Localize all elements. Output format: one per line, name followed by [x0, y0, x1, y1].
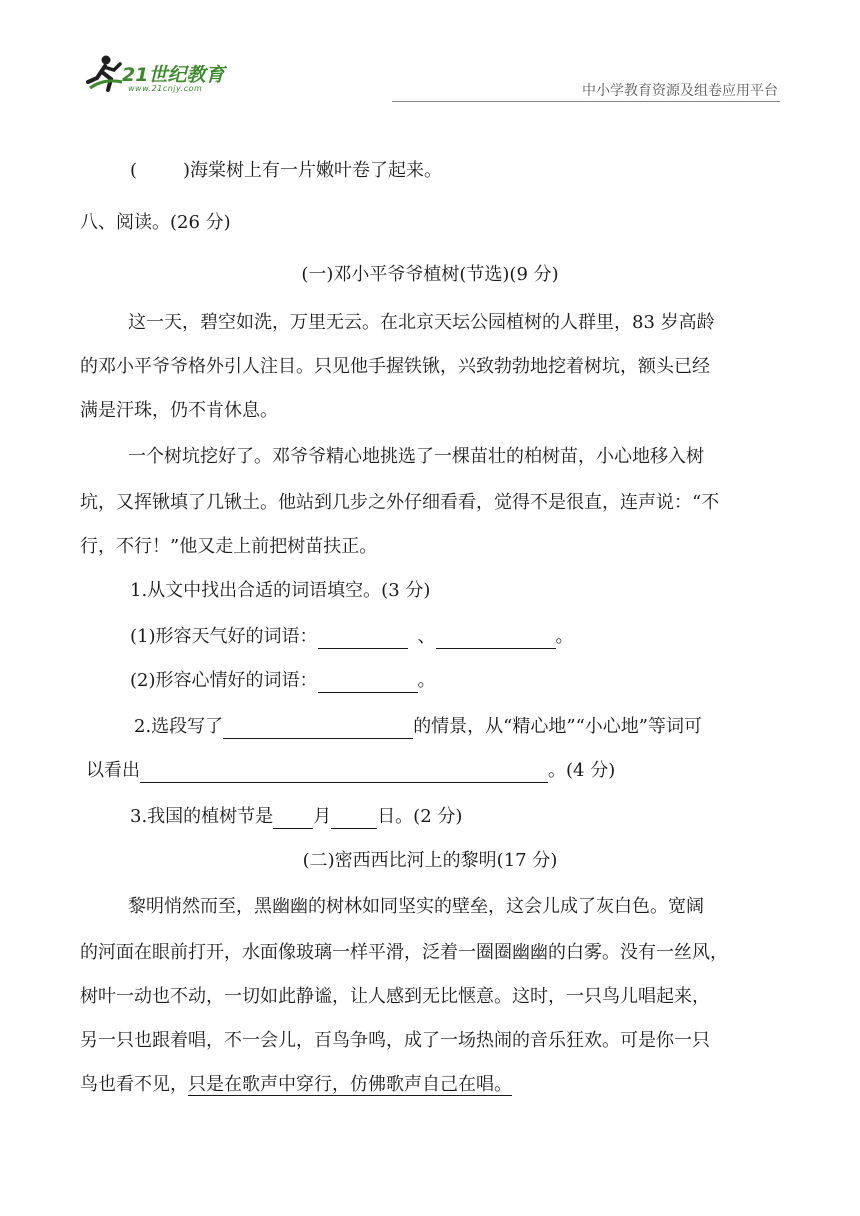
- question-text: 2.选段写了: [134, 716, 224, 737]
- paragraph-line: [80, 1073, 512, 1097]
- question-label: (2)形容心情好的词语：: [130, 670, 318, 691]
- underlined-sentence: 只是在歌声中穿行，仿佛歌声自己在唱。: [188, 1074, 512, 1095]
- question-text: 以看出: [86, 760, 140, 781]
- paragraph-line: 黎明悄然而至，黑幽幽的树林如同坚实的壁垒，这会儿成了灰白色。宽阔: [128, 896, 704, 917]
- question-2-line1: [134, 715, 702, 739]
- question-1: 1.从文中找出合适的词语填空。(3 分): [130, 580, 431, 601]
- paragraph-line: 坑，又挥锹填了几锹土。他站到几步之外仔细看看，觉得不是很直，连声说：“不: [80, 492, 720, 513]
- day-blank[interactable]: [331, 808, 377, 829]
- paragraph-line: 一个树坑挖好了。邓爷爷精心地挑选了一棵苗壮的柏树苗，小心地移入树: [128, 446, 704, 467]
- logo-url: www.21cnjy.com: [128, 84, 203, 93]
- page-header: [0, 0, 860, 110]
- runner-logo-icon: [84, 52, 124, 94]
- question-text: 月: [313, 806, 332, 827]
- section-heading: 八、阅读。(26 分): [80, 212, 231, 233]
- answer-blank[interactable]: [223, 718, 413, 739]
- question-text: 日。(2 分): [377, 806, 463, 827]
- month-blank[interactable]: [273, 808, 313, 829]
- paragraph-line: 满是汗珠，仍不肯休息。: [80, 400, 278, 421]
- sentence-plain: 鸟也看不见，: [80, 1074, 188, 1095]
- question-line: [130, 159, 442, 183]
- logo: [84, 52, 264, 102]
- answer-blank[interactable]: [318, 672, 418, 693]
- paragraph-line: 另一只也跟着唱，不一会儿，百鸟争鸣，成了一场热闹的音乐狂欢。可是你一只: [80, 1030, 710, 1051]
- paragraph-line: 的邓小平爷爷格外引人注目。只见他手握铁锹，兴致勃勃地挖着树坑，额头已经: [80, 356, 710, 377]
- logo-text: 21世纪教育: [122, 64, 225, 86]
- question-label: (1)形容天气好的词语：: [130, 626, 318, 647]
- answer-blank[interactable]: [318, 628, 408, 649]
- paragraph-line: 这一天，碧空如洗，万里无云。在北京天坛公园植树的人群里，83 岁高龄: [128, 312, 715, 333]
- question-text: 。(4 分): [548, 760, 616, 781]
- question-3: [130, 805, 462, 829]
- paragraph-line: 行，不行！”他又走上前把树苗扶正。: [80, 536, 378, 557]
- header-divider: [392, 101, 780, 102]
- bracket-open: (: [130, 160, 138, 181]
- platform-name: 中小学教育资源及组卷应用平台: [582, 83, 778, 99]
- separator: 、: [417, 626, 436, 647]
- answer-blank[interactable]: [436, 628, 556, 649]
- part-one-title: (一)邓小平爷爷植树(节选)(9 分): [301, 264, 559, 285]
- question-text: 3.我国的植树节是: [130, 806, 274, 827]
- paragraph-line: 的河面在眼前打开，水面像玻璃一样平滑，泛着一圈圈幽幽的白雾。没有一丝风，: [80, 942, 728, 963]
- question-text: )海棠树上有一片嫩叶卷了起来。: [183, 160, 443, 181]
- answer-blank[interactable]: [140, 762, 548, 783]
- question-1-2: [130, 669, 436, 693]
- part-two-title: (二)密西西比河上的黎明(17 分): [302, 850, 558, 871]
- question-2-line2: [86, 759, 615, 783]
- question-end: 。: [417, 670, 436, 691]
- question-end: 。: [555, 626, 574, 647]
- paragraph-line: 树叶一动也不动，一切如此静谧，让人感到无比惬意。这时，一只鸟儿唱起来，: [80, 986, 710, 1007]
- question-text: 的情景，从“精心地”“小心地”等词可: [413, 716, 702, 737]
- question-1-1: [130, 625, 574, 649]
